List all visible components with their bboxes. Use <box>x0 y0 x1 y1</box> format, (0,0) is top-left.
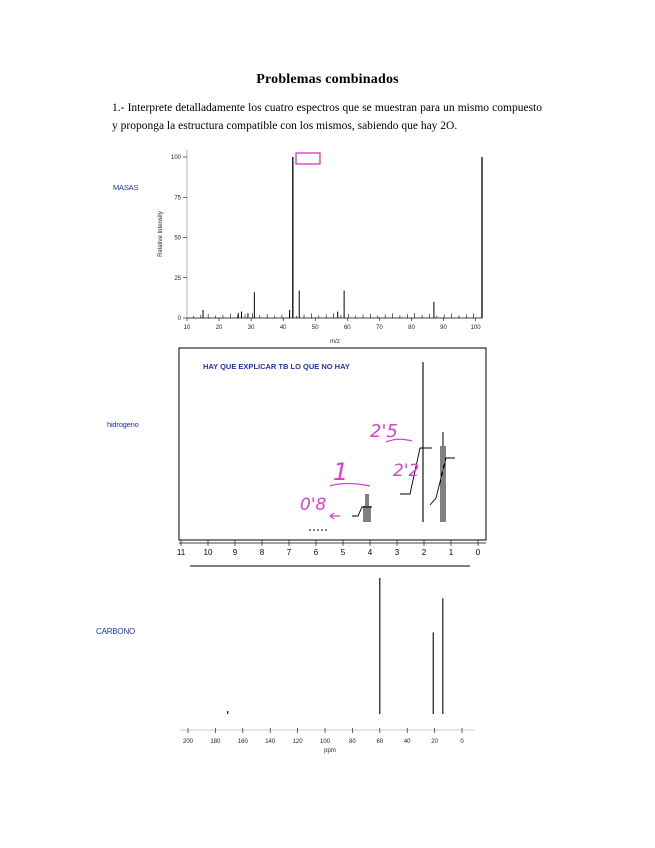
hnmr-tick-label: 4 <box>367 548 373 557</box>
ms-y-tick-label: 0 <box>177 316 181 322</box>
cnmr-tick-label: 200 <box>182 739 194 745</box>
ms-x-tick-label: 10 <box>183 325 191 331</box>
page-title: Problemas combinados <box>256 72 399 87</box>
hw-1: 1 <box>333 458 349 486</box>
ms-x-tick-label: 30 <box>247 325 255 331</box>
label-masas: MASAS <box>113 183 139 192</box>
hw-22: 2'2 <box>393 461 420 481</box>
hnmr-integration <box>309 448 455 530</box>
h-nmr-spectrum <box>177 348 486 566</box>
hnmr-tick-label: 6 <box>313 548 319 557</box>
cnmr-tick-label: 80 <box>349 739 356 745</box>
ms-y-tick-label: 50 <box>174 235 181 242</box>
ms-x-tick-label: 80 <box>408 325 415 331</box>
label-carbono: CARBONO <box>96 627 136 636</box>
hnmr-tick-label: 10 <box>203 548 213 557</box>
ms-x-tick-label: 60 <box>343 325 351 331</box>
hnmr-tick-label: 0 <box>475 548 481 557</box>
hnmr-tick-label: 11 <box>176 548 186 557</box>
hw-arrow <box>330 513 340 519</box>
cnmr-peaks <box>228 578 443 714</box>
problem-statement: 1.- Interprete detalladamente los cuatro espectros que se muestran para un mismo compuesto y proponga la estructura compatible con los mismos, sabiendo que hay 2O. <box>112 102 542 132</box>
cnmr-tick-label: 140 <box>265 739 276 745</box>
cnmr-tick-label: 40 <box>403 739 411 745</box>
hnmr-tick-label: 8 <box>259 548 265 557</box>
ms-bars <box>193 157 482 318</box>
hnmr-tick-label: 2 <box>421 548 427 557</box>
cnmr-tick-label: 60 <box>376 739 384 745</box>
cnmr-x-label: ppm <box>324 748 336 754</box>
hnmr-tick-label: 5 <box>340 548 346 557</box>
label-hidrogeno: hidrogeno <box>107 420 139 429</box>
cnmr-tick-label: 20 <box>431 739 438 745</box>
ms-x-tick-label: 100 <box>470 325 481 331</box>
hw-25: 2'5 <box>370 421 398 442</box>
hnmr-tick-label: 9 <box>232 548 238 557</box>
cnmr-tick-label: 0 <box>460 739 464 745</box>
hnmr-handwritten-notes <box>300 421 419 519</box>
cnmr-tick-label: 100 <box>319 739 331 745</box>
hnmr-tick-label: 7 <box>286 548 292 557</box>
hnmr-tick-label: 3 <box>394 548 400 557</box>
ms-x-tick-label: 70 <box>376 325 383 331</box>
hnmr-frame <box>179 348 486 540</box>
ms-x-label: m/z <box>330 339 340 345</box>
cnmr-tick-label: 120 <box>292 739 303 745</box>
ms-x-ticks <box>184 318 482 331</box>
c-nmr-spectrum <box>180 578 475 754</box>
ms-x-tick-label: 50 <box>311 325 319 331</box>
cnmr-ppm-ticks <box>183 728 464 745</box>
ms-x-tick-label: 90 <box>440 325 447 331</box>
mass-spectrum <box>158 150 482 345</box>
ms-y-ticks <box>171 155 187 322</box>
cnmr-tick-label: 160 <box>237 739 248 745</box>
cnmr-tick-label: 180 <box>210 739 221 745</box>
hnmr-peak-quartet <box>364 494 370 522</box>
ms-y-tick-label: 75 <box>174 195 181 202</box>
ms-x-tick-label: 20 <box>215 325 223 331</box>
hnmr-tick-label: 1 <box>448 548 454 557</box>
ms-y-tick-label: 25 <box>174 275 181 282</box>
hw-08: 0'8 <box>300 495 327 515</box>
ms-x-tick-label: 40 <box>279 325 287 331</box>
ms-y-label: Relative Intensity <box>158 211 164 257</box>
hnmr-note: HAY QUE EXPLICAR TB LO QUE NO HAY <box>203 362 350 371</box>
ms-y-tick-label: 100 <box>170 155 181 161</box>
ms-highlight-box <box>296 153 320 164</box>
hnmr-ppm-ticks <box>177 540 481 557</box>
